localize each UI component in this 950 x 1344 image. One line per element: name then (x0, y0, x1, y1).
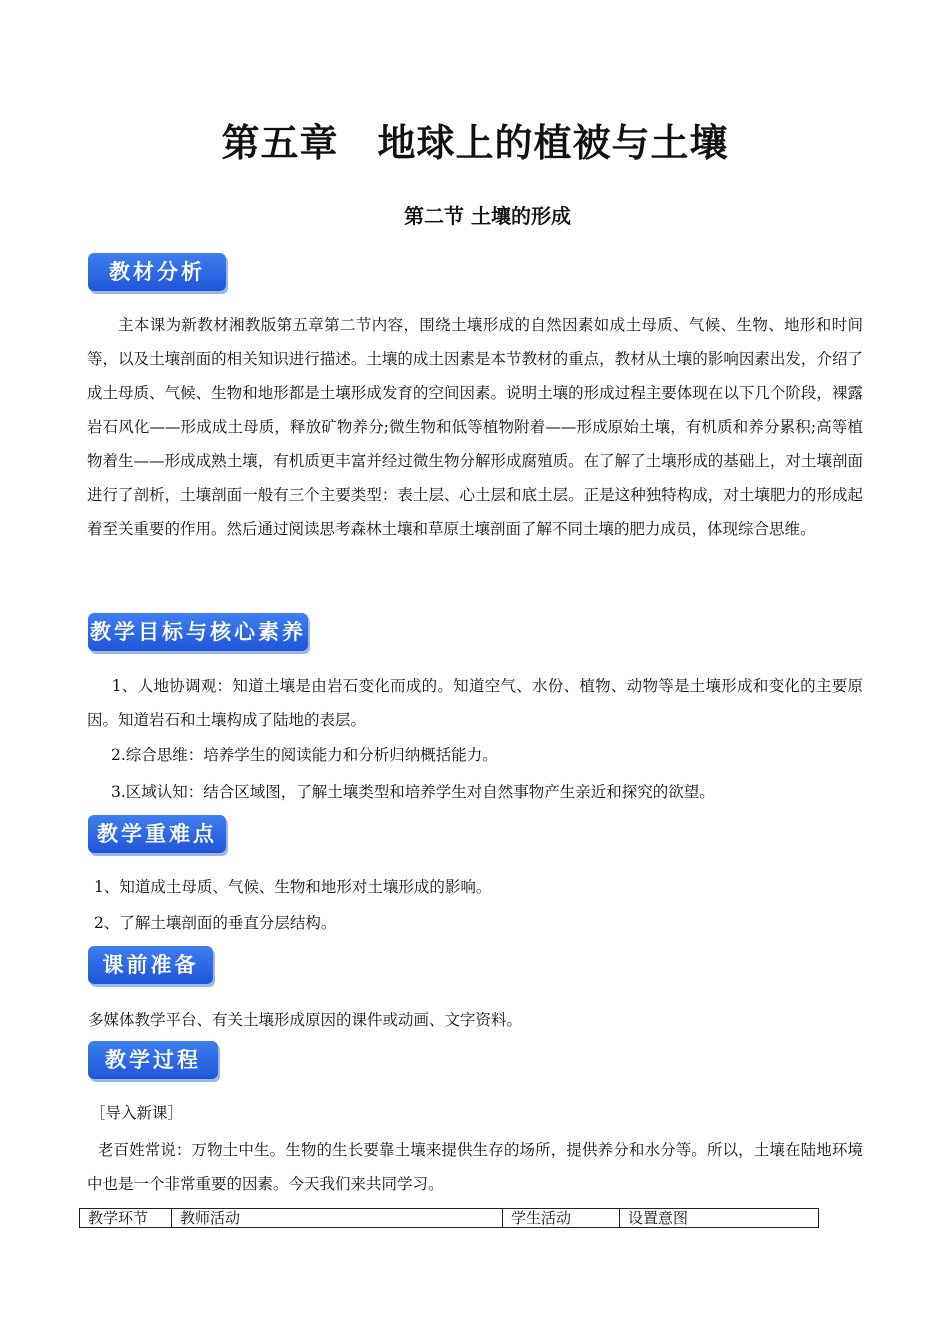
goal-item-1: 1、人地协调观：知道土壤是由岩石变化而成的。知道空气、水份、植物、动物等是土壤形成和变化的主要原因。知道岩石和土壤构成了陆地的表层。 (87, 677, 863, 729)
analysis-paragraph: 主本课为新教材湘教版第五章第二节内容，围绕土壤形成的自然因素如成土母质、气候、生物、地形和时间等，以及土壤剖面的相关知识进行描述。土壤的成土因素是本节教材的重点，教材从土壤的影响因素出发，介绍了成土母质、气候、生物和地形都是土壤形成发育的空间因素。说明土壤的形成过程主要体现在以下几个阶段，裸露岩石风化——形成成土母质，释放矿物养分;微生物和低等植物附着——形成原始土壤，有机质和养分累积;高等植物着生——形成成熟土壤，有机质更丰富并经过微生物分解形成腐殖质。在了解了土壤形成的基础上，对土壤剖面进行了剖析，土壤剖面一般有三个主要类型：表土层、心土层和底土层。正是这种独特构成，对土壤肥力的形成起着至关重要的作用。然后通过阅读思考森林土壤和草原土壤剖面了解不同土壤的肥力成员，体现综合思维。 (87, 316, 863, 538)
table-header-cell: 学生活动 (503, 1209, 620, 1228)
preparation-text: 多媒体教学平台、有关土壤形成原因的课件或动画、文字资料。 (88, 1011, 523, 1029)
chapter-title: 第五章 地球上的植被与土壤 (221, 121, 729, 165)
table-header-cell: 教师活动 (172, 1209, 503, 1228)
table-header-row (80, 1209, 819, 1228)
intro-paragraph: 老百姓常说：万物土中生。生物的生长要靠土壤来提供生存的场所，提供养分和水分等。所以，土壤在陆地环境中也是一个非常重要的因素。今天我们来共同学习。 (87, 1141, 863, 1193)
process-heading-badge: 教学过程 (88, 1041, 218, 1079)
goal-item-2: 2.综合思维：培养学生的阅读能力和分析归纳概括能力。 (111, 746, 498, 764)
keypoint-item-1: 1、知道成土母质、气候、生物和地形对土壤形成的影响。 (94, 878, 492, 896)
intro-label: ［导入新课］ (90, 1104, 184, 1122)
lesson-plan-table (79, 1208, 819, 1228)
goal-item-3: 3.区域认知：结合区域图，了解土壤类型和培养学生对自然事物产生亲近和探究的欲望。 (111, 783, 715, 801)
analysis-heading-badge: 教材分析 (88, 253, 226, 291)
table-header-cell: 设置意图 (620, 1209, 819, 1228)
keypoints-heading-badge: 教学重难点 (88, 815, 226, 853)
keypoint-item-2: 2、了解土壤剖面的垂直分层结构。 (94, 914, 337, 932)
preparation-heading-badge: 课前准备 (88, 946, 213, 984)
goals-heading-badge: 教学目标与核心素养 (88, 613, 308, 651)
table-header-cell: 教学环节 (80, 1209, 172, 1228)
section-subtitle: 第二节 土壤的形成 (404, 204, 571, 228)
